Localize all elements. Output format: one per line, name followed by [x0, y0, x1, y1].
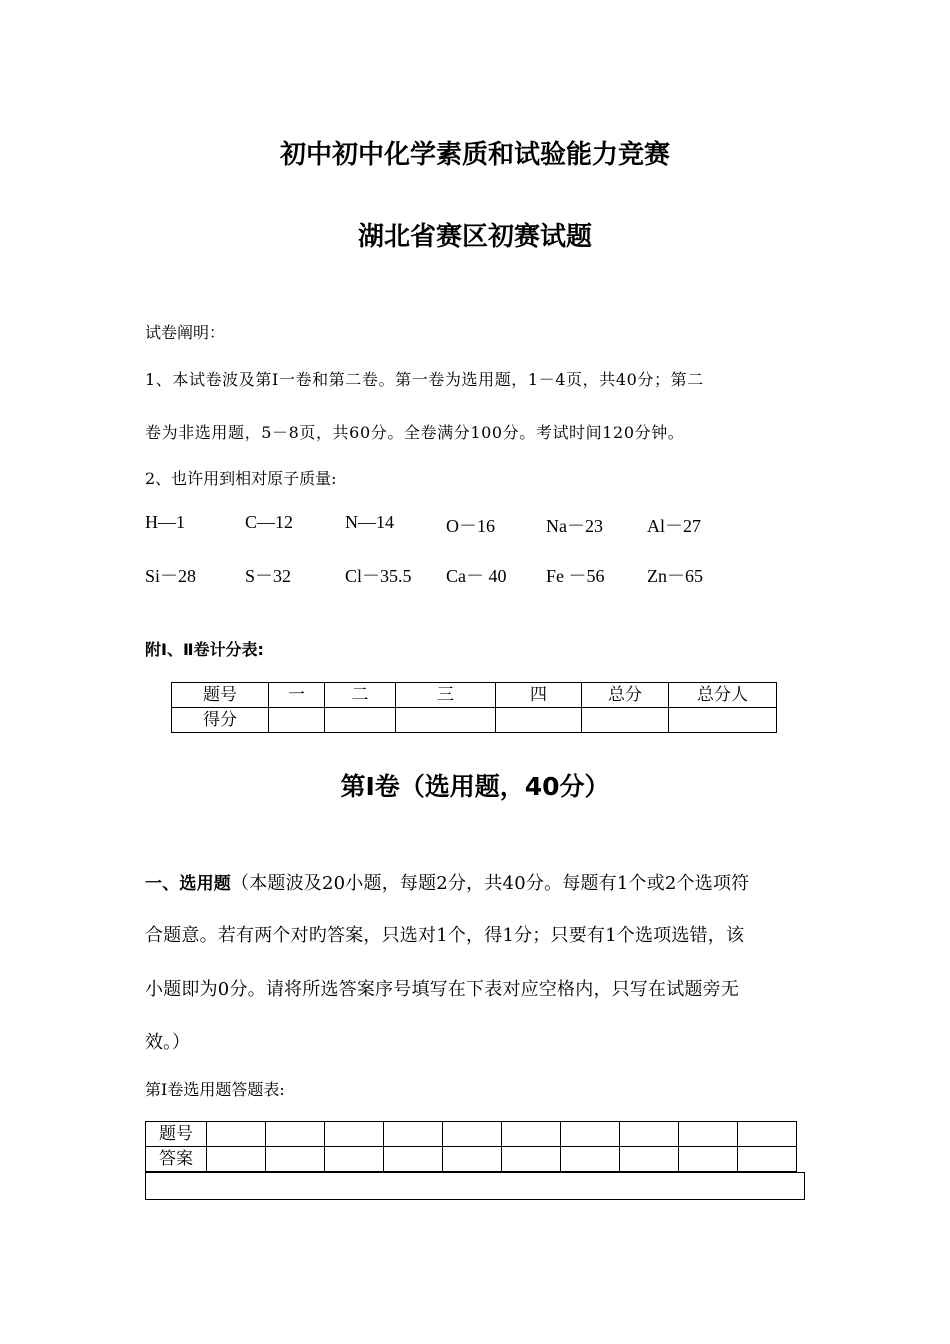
answer-cell[interactable] [384, 1147, 443, 1172]
atomic-mass-na: Na－23 [546, 516, 603, 536]
part-1-title: 第Ⅰ卷（选用题，40分） [340, 772, 610, 801]
instructions-line-2: 卷为非选用题，5－8页，共60分。全卷满分100分。考试时间120分钟。 [145, 423, 685, 442]
atomic-mass-c: C—12 [245, 512, 294, 532]
answer-number-cell [679, 1122, 738, 1147]
answer-cell[interactable] [620, 1147, 679, 1172]
answer-cell[interactable] [325, 1147, 384, 1172]
atomic-mass-zn: Zn－65 [647, 566, 703, 586]
section-1-line-1 [145, 869, 749, 895]
answer-table-number-row [146, 1122, 797, 1147]
score-row-label: 得分 [172, 708, 269, 733]
answer-cell[interactable] [502, 1147, 561, 1172]
score-cell[interactable] [669, 708, 777, 733]
answer-number-cell [325, 1122, 384, 1147]
score-cell[interactable] [396, 708, 496, 733]
score-header-cell: 总分人 [669, 683, 777, 708]
answer-number-cell [207, 1122, 266, 1147]
atomic-mass-cl: Cl－35.5 [345, 566, 412, 586]
score-cell[interactable] [582, 708, 669, 733]
instructions-line-3: 2、也许用到相对原子质量: [145, 469, 337, 488]
answer-number-cell [620, 1122, 679, 1147]
section-1-heading: 一、选用题 [145, 874, 231, 894]
instructions-line-1: 1、本试卷波及第Ⅰ一卷和第二卷。第一卷为选用题，1－4页，共40分；第二 [145, 370, 704, 389]
section-1-text-2: 合题意。若有两个对旳答案，只选对1个，得1分；只要有1个选项选错，该 [145, 925, 745, 946]
title-line-2: 湖北省赛区初赛试题 [357, 222, 592, 252]
answer-table-answer-row [146, 1147, 797, 1172]
atomic-mass-ca: Ca－ 40 [446, 566, 507, 586]
score-header-cell: 二 [325, 683, 396, 708]
atomic-mass-n: N—14 [345, 512, 394, 532]
answer-number-cell [443, 1122, 502, 1147]
score-cell[interactable] [269, 708, 325, 733]
score-header-cell: 一 [269, 683, 325, 708]
score-header-cell: 四 [496, 683, 582, 708]
atomic-mass-fe: Fe －56 [546, 566, 605, 586]
score-cell[interactable] [325, 708, 396, 733]
title-line-1: 初中初中化学素质和试验能力竞赛 [279, 140, 670, 170]
score-header-cell: 题号 [172, 683, 269, 708]
answer-cell[interactable] [443, 1147, 502, 1172]
score-table-caption: 附Ⅰ、Ⅱ卷计分表: [145, 640, 264, 659]
answer-table-caption: 第Ⅰ卷选用题答题表: [145, 1080, 285, 1099]
answer-cell[interactable] [679, 1147, 738, 1172]
score-header-cell: 总分 [582, 683, 669, 708]
answer-number-cell [384, 1122, 443, 1147]
score-cell[interactable] [496, 708, 582, 733]
answer-number-cell [561, 1122, 620, 1147]
answer-number-cell [502, 1122, 561, 1147]
instructions-heading: 试卷阐明： [145, 323, 226, 342]
answer-table-bottom-row [145, 1172, 805, 1200]
answer-cell[interactable] [207, 1147, 266, 1172]
atomic-mass-al: Al－27 [647, 516, 701, 536]
score-table [171, 682, 777, 733]
answer-number-cell [738, 1122, 797, 1147]
answer-number-label: 题号 [146, 1122, 207, 1147]
section-1-text-1: （本题波及20小题，每题2分，共40分。每题有1个或2个选项符 [231, 873, 750, 894]
score-header-cell: 三 [396, 683, 496, 708]
answer-row-label: 答案 [146, 1147, 207, 1172]
answer-table [145, 1121, 797, 1172]
atomic-mass-h: H—1 [145, 512, 185, 532]
score-table-header-row [172, 683, 777, 708]
atomic-mass-o: O－16 [446, 516, 495, 536]
score-table-score-row [172, 708, 777, 733]
section-1-text-3: 小题即为0分。请将所选答案序号填写在下表对应空格内，只写在试题旁无 [145, 979, 740, 1000]
atomic-mass-s: S－32 [245, 566, 292, 586]
answer-cell[interactable] [266, 1147, 325, 1172]
answer-cell[interactable] [561, 1147, 620, 1172]
section-1-text-4: 效。） [145, 1032, 190, 1053]
atomic-mass-si: Si－28 [145, 566, 197, 586]
answer-cell[interactable] [738, 1147, 797, 1172]
answer-number-cell [266, 1122, 325, 1147]
